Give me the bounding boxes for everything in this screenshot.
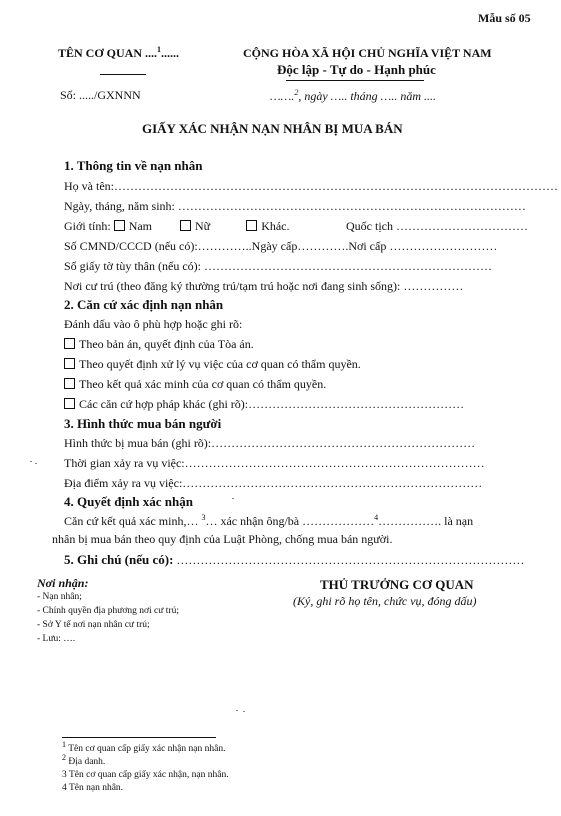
checkbox-court bbox=[64, 338, 75, 349]
victim-dob-field: Ngày, tháng, năm sinh: …………………………………………………………………………… bbox=[64, 199, 526, 213]
incident-place-field: Địa điểm xảy ra vụ việc:………………………………………………………………… bbox=[64, 476, 483, 490]
national-motto: Độc lập - Tự do - Hạnh phúc bbox=[277, 62, 436, 77]
id-card-field: Số CMND/CCCD (nếu có):…………..Ngày cấp………….Nơi cấp ……………………… bbox=[64, 239, 498, 253]
document-number: Số: ...../GXNNN bbox=[60, 88, 141, 102]
section4-heading: 4. Quyết định xác nhận bbox=[64, 494, 193, 509]
checkbox-verification bbox=[64, 378, 75, 389]
signature-note: (Ký, ghi rõ họ tên, chức vụ, đóng dấu) bbox=[293, 594, 477, 608]
gender-female: Nữ bbox=[195, 219, 211, 233]
footnote-item: 4 Tên nạn nhân. bbox=[62, 783, 124, 793]
motto-underline bbox=[286, 80, 424, 81]
footnote-item: $^2$ Địa danh. bbox=[62, 752, 106, 767]
national-title: CỘNG HÒA XÃ HỘI CHỦ NGHĨA VIỆT NAM bbox=[243, 46, 492, 60]
basis-option-verification: Theo kết quả xác minh của cơ quan có thẩm quyền. bbox=[64, 377, 326, 392]
checkbox-male bbox=[114, 220, 125, 231]
scan-speck bbox=[30, 461, 32, 462]
basis-option-other: Các căn cứ hợp pháp khác (ghi rõ):……………………………………………… bbox=[64, 397, 464, 412]
footnote-item: $^1$ Tên cơ quan cấp giấy xác nhận nạn nhân. bbox=[62, 739, 226, 754]
signature-title: THỦ TRƯỞNG CƠ QUAN bbox=[320, 577, 474, 592]
scan-speck bbox=[236, 710, 238, 711]
trafficking-form-field: Hình thức bị mua bán (ghi rõ):………………………………………………………… bbox=[64, 436, 476, 450]
checkbox-female bbox=[180, 220, 191, 231]
form-code: Mẫu số 05 bbox=[478, 11, 531, 25]
confirmation-line1: Căn cứ kết quả xác minh,… $^3$… xác nhận ông/bà ………………$^4$……………. là nạn bbox=[64, 513, 474, 528]
scan-speck bbox=[35, 463, 37, 464]
incident-time-field: Thời gian xảy ra vụ việc:………………………………………………………………… bbox=[64, 456, 485, 470]
residence-field: Nơi cư trú (theo đăng ký thường trú/tạm trú hoặc nơi đang sinh sống): …………… bbox=[64, 279, 464, 293]
basis-option-court: Theo bản án, quyết định của Tòa án. bbox=[64, 337, 254, 352]
checkbox-other-basis bbox=[64, 398, 75, 409]
recipient-item: - Nạn nhân; bbox=[37, 592, 82, 602]
footnote-divider bbox=[62, 737, 216, 738]
agency-underline bbox=[100, 74, 146, 75]
agency-name: TÊN CƠ QUAN ....$^1$...... bbox=[58, 45, 180, 60]
date-line: …….$^2$, ngày ….. tháng ….. năm .... bbox=[270, 88, 437, 103]
confirmation-line2: nhân bị mua bán theo quy định của Luật Phòng, chống mua bán người. bbox=[52, 532, 393, 546]
document-title: GIẤY XÁC NHẬN NẠN NHÂN BỊ MUA BÁN bbox=[142, 121, 403, 136]
section5-heading: 5. Ghi chú (nếu có): bbox=[64, 552, 174, 567]
checkbox-other bbox=[246, 220, 257, 231]
gender-male: Nam bbox=[128, 219, 153, 233]
nationality-field: Quốc tịch …………………………… bbox=[346, 219, 528, 233]
section3-heading: 3. Hình thức mua bán người bbox=[64, 416, 222, 431]
notes-row: 5. Ghi chú (nếu có): …………………………………………………………………………… bbox=[64, 552, 525, 567]
section2-heading: 2. Căn cứ xác định nạn nhân bbox=[64, 297, 224, 312]
checkbox-decision bbox=[64, 358, 75, 369]
scan-speck bbox=[243, 711, 245, 712]
basis-option-decision: Theo quyết định xử lý vụ việc của cơ quan có thẩm quyền. bbox=[64, 357, 361, 372]
recipient-item: - Sở Y tế nơi nạn nhân cư trú; bbox=[37, 620, 150, 630]
recipient-item: - Lưu: …. bbox=[37, 634, 76, 644]
gender-label: Giới tính: bbox=[64, 219, 111, 233]
section2-instruction: Đánh dấu vào ô phù hợp hoặc ghi rõ: bbox=[64, 317, 243, 331]
victim-name-field: Họ và tên:………………………………………………………………………………………………… bbox=[64, 179, 558, 193]
footnote-item: 3 Tên cơ quan cấp giấy xác nhận, nạn nhân. bbox=[62, 770, 229, 780]
recipient-item: - Chính quyền địa phương nơi cư trú; bbox=[37, 606, 179, 616]
scan-speck bbox=[232, 498, 234, 499]
recipients-title: Nơi nhận: bbox=[37, 576, 89, 590]
gender-row bbox=[64, 219, 290, 234]
id-paper-field: Số giấy tờ tùy thân (nếu có): ……………………………………………………………… bbox=[64, 259, 492, 273]
section1-heading: 1. Thông tin về nạn nhân bbox=[64, 158, 203, 173]
gender-other: Khác. bbox=[261, 219, 290, 233]
